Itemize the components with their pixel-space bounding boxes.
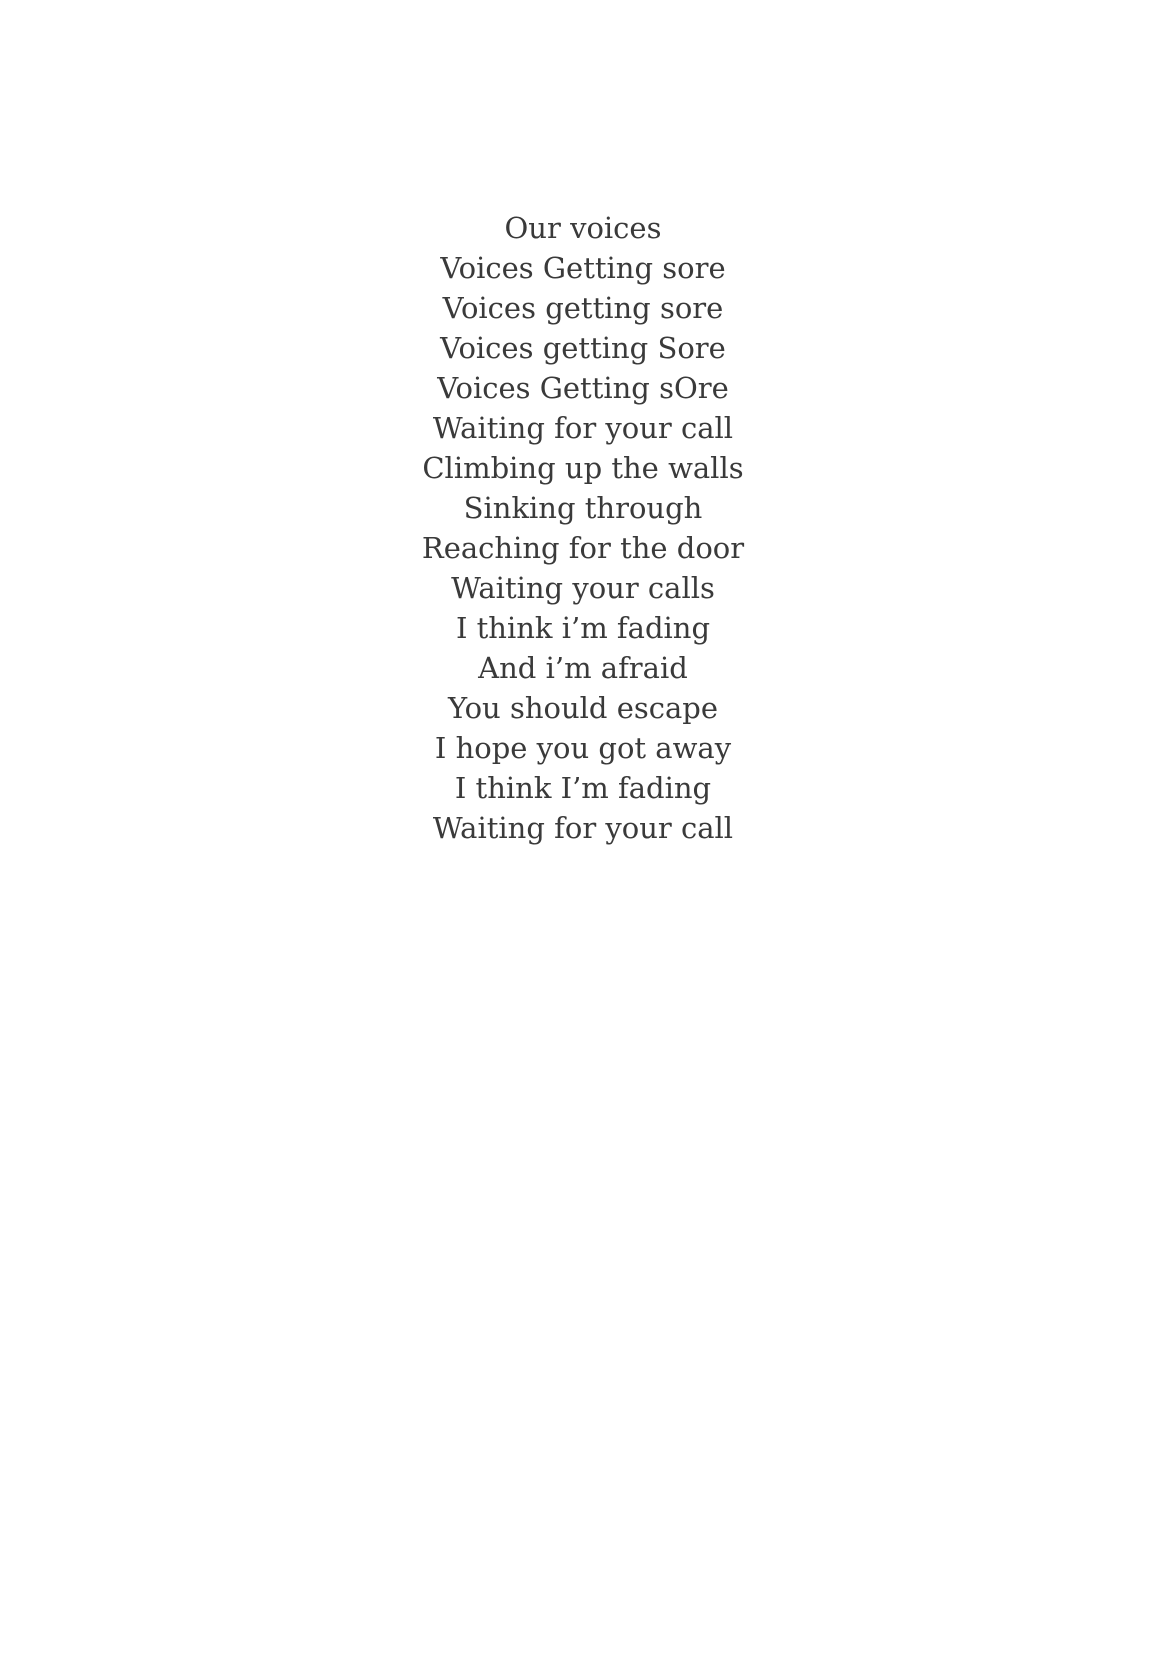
poem-text-block — [0, 208, 1166, 848]
poem-line: Waiting for your call — [432, 811, 734, 845]
poem-line: I hope you got away — [434, 731, 732, 765]
poem-line: Voices Getting sore — [440, 251, 726, 285]
poem-line: I think I’m fading — [454, 771, 712, 805]
poem-line: Waiting for your call — [432, 411, 734, 445]
poem-line: Sinking through — [463, 491, 703, 525]
poem-line: Waiting your calls — [451, 571, 715, 605]
poem-line: You should escape — [447, 691, 719, 725]
poem-line: I think i’m fading — [455, 611, 711, 645]
poem-line: Voices getting Sore — [440, 331, 726, 365]
poem-line: And i’m afraid — [478, 651, 688, 685]
poem-line: Voices Getting sOre — [437, 371, 729, 405]
poem-line: Reaching for the door — [421, 531, 745, 565]
poem-line: Voices getting sore — [442, 291, 724, 325]
poem-line: Our voices — [504, 211, 662, 245]
poem-line: Climbing up the walls — [422, 451, 744, 485]
